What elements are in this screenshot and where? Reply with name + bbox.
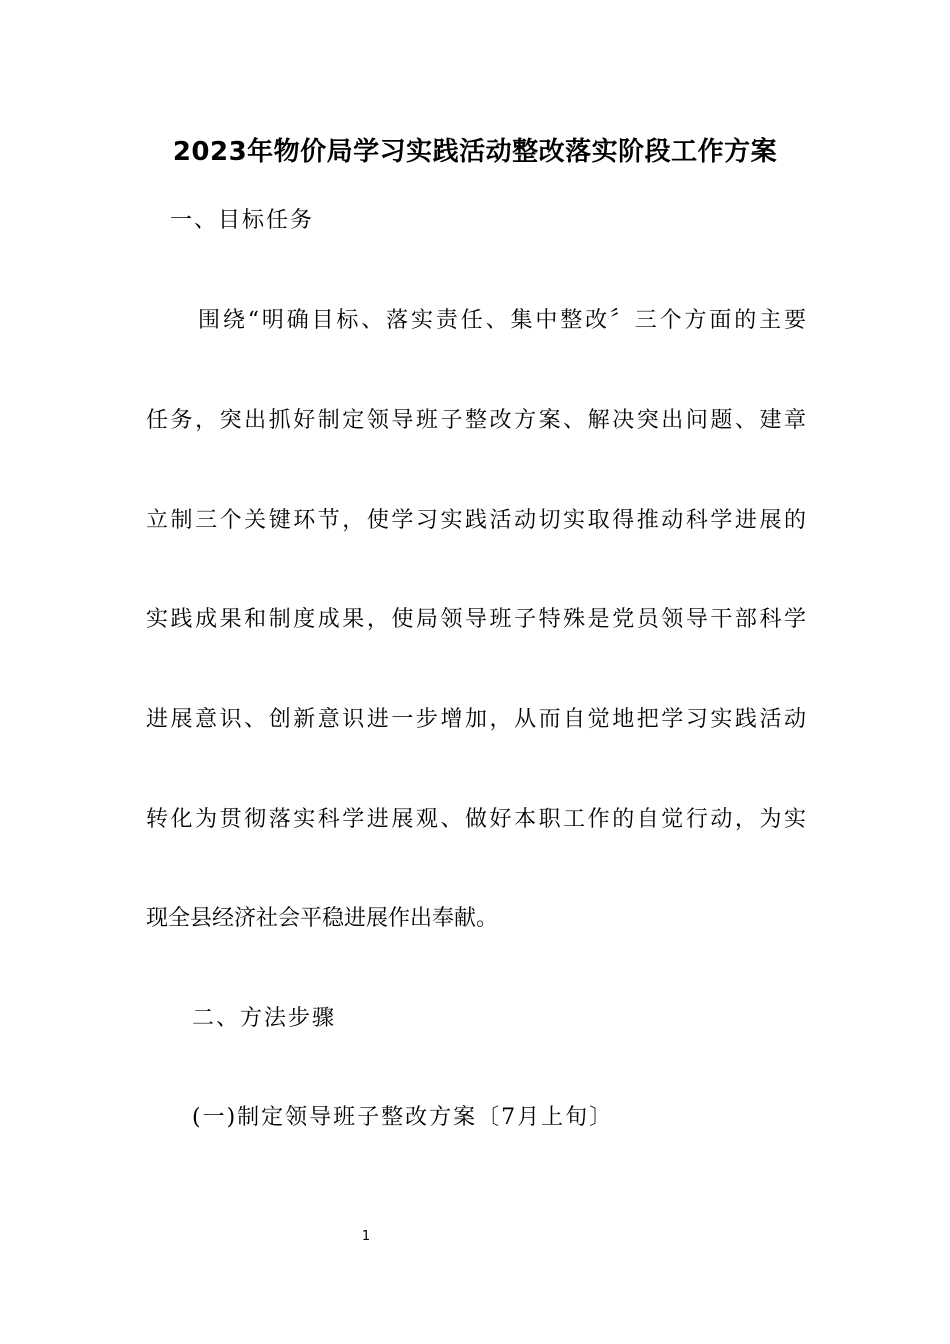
section-heading-goals: 一、目标任务 <box>170 208 315 233</box>
subsection-heading-plan: (一)制定领导班子整改方案〔7月上旬〕 <box>192 1105 614 1130</box>
page-number: 1 <box>361 1229 371 1244</box>
paragraph-line: 现全县经济社会平稳进展作出奉献。 <box>146 906 499 931</box>
section-heading-methods: 二、方法步骤 <box>192 1006 337 1031</box>
document-title: 2023年物价局学习实践活动整改落实阶段工作方案 <box>172 137 778 167</box>
paragraph-line: 转化为贯彻落实科学进展观、做好本职工作的自觉行动，为实 <box>146 807 806 832</box>
paragraph-line: 立制三个关键环节，使学习实践活动切实取得推动科学进展的 <box>146 508 806 533</box>
paragraph-line: 进展意识、创新意识进一步增加，从而自觉地把学习实践活动 <box>146 707 806 732</box>
paragraph-line: 实践成果和制度成果，使局领导班子特殊是党员领导干部科学 <box>146 607 806 632</box>
paragraph-line: 任务，突出抓好制定领导班子整改方案、解决突出问题、建章 <box>146 408 806 433</box>
paragraph-line: 围绕“明确目标、落实责任、集中整改〞三个方面的主要 <box>198 308 806 333</box>
